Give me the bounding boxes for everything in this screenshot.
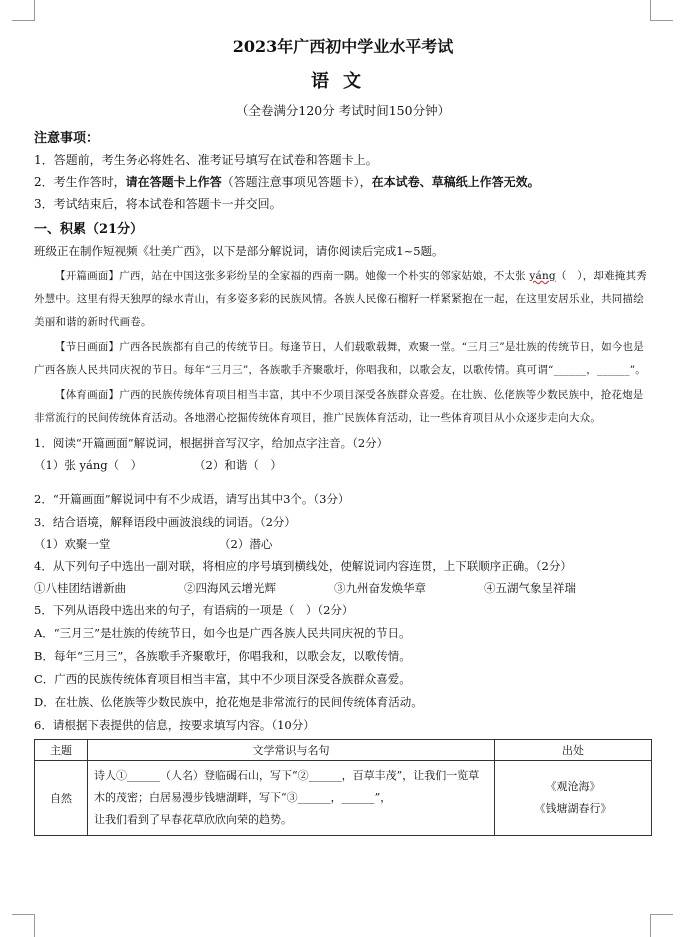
exam-title: 2023年广西初中学业水平考试: [232, 37, 454, 56]
question-5: 5．下列从语段中选出来的句子，有语病的一项是（ ）（2分）: [34, 603, 354, 617]
question-1-option-2: （2）和谐（ ）: [194, 458, 282, 472]
notice-heading: 注意事项：: [34, 131, 100, 146]
notice-item-2-bold-1: 请在答题卡上作答: [125, 175, 222, 189]
table-literature-line-2: 让我们看到了早春花草欣欣向荣的趋势。: [94, 813, 292, 826]
table-row: [35, 761, 652, 836]
table-literature-line-1: 诗人①______（人名）登临碣石山，写下“②______，百草丰茂”，让我们一览草木的茂密；白居易漫步钱塘湖畔，写下“③______，______”，: [94, 769, 480, 804]
exam-subject: 语文: [311, 71, 375, 92]
crop-mark-top-left: [12, 0, 35, 21]
question-1-option-1: （1）张 yáng（ ）: [34, 458, 143, 472]
question-4: 4．从下列句子中选出一副对联，将相应的序号填到横线处，使解说词内容连贯，上下联顺序正确。（2分）: [34, 559, 572, 573]
crop-mark-bottom-right: [650, 914, 673, 937]
notice-item-2-c: （答题注意事项见答题卡），: [221, 175, 372, 189]
notice-item-1: 1．答题前，考生务必将姓名、准考证号填写在试卷和答题卡上。: [34, 153, 378, 167]
table-cell-theme: 自然: [35, 761, 88, 836]
question-3-option-1: （1）欢聚一堂: [34, 537, 111, 551]
question-3-options: [34, 534, 652, 555]
question-4-option-3: ③九州奋发焕华章: [334, 581, 426, 595]
question-4-option-4: ④五湖气象呈祥瑞: [484, 581, 576, 595]
passage-festival: 【节日画面】广西各民族都有自己的传统节日。每逢节日，人们载歌载舞，欢聚一堂。“三月三”是壮族的传统节日，如今也是广西各族人民共同庆祝的节日。每年“三月三”，各族歌手齐聚歌圩，你唱我和，以歌会友，以歌传情。真可谓“______，______”。: [34, 341, 646, 376]
question-6: 6．请根据下表提供的信息，按要求填写内容。（10分）: [34, 718, 315, 732]
crop-mark-bottom-left: [12, 914, 35, 937]
question-5-option-a: A．“三月三”是壮族的传统节日，如今也是广西各族人民共同庆祝的节日。: [34, 626, 411, 640]
passage-opening: [34, 265, 652, 334]
table-cell-literature: [88, 761, 495, 836]
exam-page: [34, 26, 652, 836]
question-4-options: [34, 578, 652, 599]
crop-mark-top-right: [650, 0, 673, 21]
notice-item-2-bold-2: 在本试卷、草稿纸上作答无效。: [371, 175, 540, 189]
table-header-theme: 主题: [35, 740, 88, 761]
table-source-1: 《观沧海》: [545, 780, 601, 793]
notice-item-2: [34, 171, 652, 193]
passage-sports: 【体育画面】广西的民族传统体育项目相当丰富，其中不少项目深受各族群众喜爱。在壮族、仫佬族等少数民族中，抢花炮是非常流行的民间传统体育活动。各地潜心挖掘传统体育项目，推广民族体育活动，让一些体育项目从小众逐步走向大众。: [34, 389, 644, 424]
question-1: 1．阅读“开篇画面”解说词，根据拼音写汉字，给加点字注音。（2分）: [34, 436, 389, 450]
notice-item-3: 3．考试结束后，将本试卷和答题卡一并交回。: [34, 197, 282, 211]
question-4-option-1: ①八桂团结谱新曲: [34, 581, 126, 595]
question-5-option-d: D．在壮族、仫佬族等少数民族中，抢花炮是非常流行的民间传统体育活动。: [34, 695, 423, 709]
table-header-literature: 文学常识与名句: [88, 740, 495, 761]
passage-pinyin: yáng: [529, 270, 556, 282]
question-3-option-2: （2）潜心: [219, 537, 273, 551]
question-5-option-b: B．每年“三月三”，各族歌手齐聚歌圩，你唱我和，以歌会友，以歌传情。: [34, 649, 411, 663]
passage-opening-c: （ ），却难掩其秀外慧中。这里有得天独厚的绿水青山，有多姿多彩的民族风情。各族人民像石榴籽一样紧紧抱在一起，在这里安居乐业，共同描绘美丽和谐的新时代画卷。: [34, 270, 647, 328]
question-2: 2．“开篇画面”解说词中有不少成语，请写出其中3个。（3分）: [34, 492, 350, 506]
passage-opening-a: 【开篇画面】广西，站在中国这张多彩纷呈的全家福的西南一隅。她像一个朴实的邻家姑娘，不太张: [55, 270, 526, 282]
exam-info: （全卷满分120分 考试时间150分钟）: [235, 103, 451, 118]
notice-item-2-a: 2．考生作答时，: [34, 175, 126, 189]
literature-table: [34, 739, 652, 836]
table-header-source: 出处: [495, 740, 652, 761]
section-1-heading: 一、积累（21分）: [34, 222, 144, 237]
section-1-intro: 班级正在制作短视频《壮美广西》，以下是部分解说词，请你阅读后完成1~5题。: [34, 244, 444, 258]
table-source-2: 《钱塘湖春行》: [534, 802, 612, 815]
question-1-options: [34, 455, 652, 476]
question-5-option-c: C．广西的民族传统体育项目相当丰富，其中不少项目深受各族群众喜爱。: [34, 672, 411, 686]
question-3: 3．结合语境，解释语段中画波浪线的词语。（2分）: [34, 515, 296, 529]
question-4-option-2: ②四海风云增光辉: [184, 581, 276, 595]
table-cell-source: [495, 761, 652, 836]
